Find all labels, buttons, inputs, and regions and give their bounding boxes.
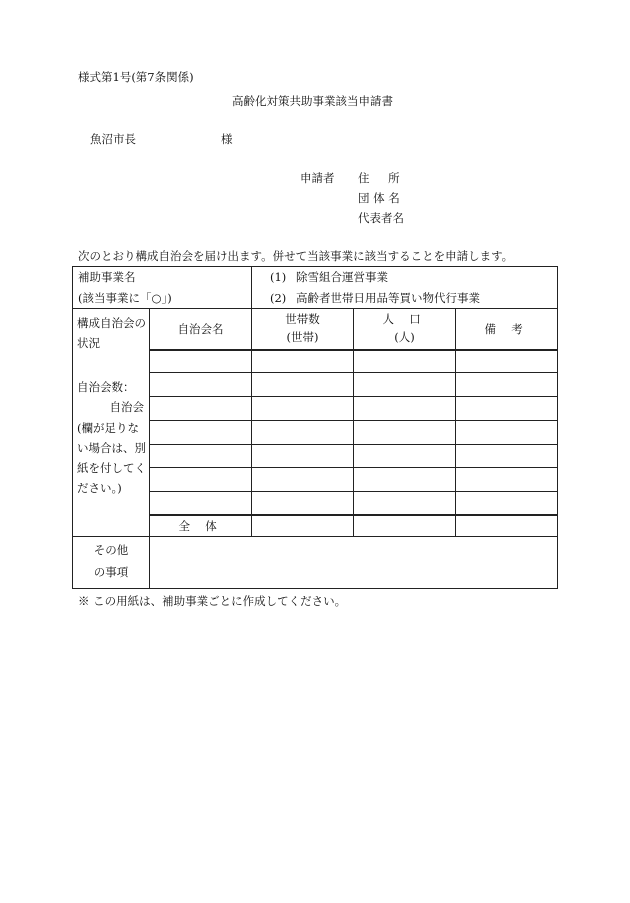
side-line-2: 状況 <box>77 336 100 351</box>
project-option-2-text: 高齢者世帯日用品等買い物代行事業 <box>296 290 480 305</box>
side-line-1: 構成自治会の <box>77 316 146 330</box>
cell-remarks[interactable] <box>456 397 558 421</box>
project-label-cell <box>73 267 252 309</box>
cell-name[interactable] <box>150 373 252 397</box>
side-line-8: ださい。) <box>77 480 122 495</box>
cell-population[interactable] <box>354 350 456 373</box>
cell-remarks[interactable] <box>456 492 558 515</box>
col-header-households-unit: (世帯) <box>286 329 319 344</box>
cell-remarks[interactable] <box>456 350 558 373</box>
side-label-cell <box>73 309 150 537</box>
other-content[interactable] <box>150 536 558 588</box>
col-header-population-unit: (人) <box>394 329 415 344</box>
other-row <box>73 536 558 588</box>
project-row <box>73 267 558 309</box>
side-line-7: 紙を付してく <box>77 460 146 475</box>
cell-population[interactable] <box>354 492 456 515</box>
side-line-4: 自治会 <box>109 400 144 415</box>
footnote: ※ この用紙は、補助事業ごとに作成してください。 <box>78 594 347 608</box>
column-header-row <box>73 309 558 350</box>
applicant-group-label: 団 体 名 <box>358 191 400 205</box>
other-label-1: その他 <box>93 543 129 558</box>
cell-population[interactable] <box>354 421 456 445</box>
application-table <box>72 266 558 589</box>
col-header-name: 自治会名 <box>150 309 252 350</box>
total-label: 全 体 <box>150 515 252 537</box>
project-options-cell <box>252 267 558 309</box>
col-header-remarks: 備 考 <box>456 309 558 350</box>
cell-name[interactable] <box>150 350 252 373</box>
applicant-representative-label: 代表者名 <box>358 211 404 225</box>
applicant-address-label: 住 所 <box>358 171 400 185</box>
addressee-honorific: 様 <box>221 132 233 146</box>
col-header-households-title: 世帯数 <box>285 311 320 326</box>
project-label: 補助事業名 <box>78 270 136 285</box>
total-population[interactable] <box>354 515 456 537</box>
cell-households[interactable] <box>252 445 354 468</box>
cell-name[interactable] <box>150 421 252 445</box>
cell-population[interactable] <box>354 445 456 468</box>
cell-population[interactable] <box>354 373 456 397</box>
project-option-1-num: (1) <box>270 270 287 285</box>
total-remarks[interactable] <box>456 515 558 537</box>
cell-population[interactable] <box>354 397 456 421</box>
cell-households[interactable] <box>252 492 354 515</box>
cell-name[interactable] <box>150 468 252 492</box>
cell-population[interactable] <box>354 468 456 492</box>
cell-households[interactable] <box>252 350 354 373</box>
addressee-mayor: 魚沼市長 <box>90 132 136 146</box>
col-header-population <box>354 309 456 350</box>
cell-households[interactable] <box>252 468 354 492</box>
cell-name[interactable] <box>150 397 252 421</box>
project-option-2-num: (2) <box>270 290 287 305</box>
form-number: 様式第1号(第7条関係) <box>78 70 194 84</box>
cell-households[interactable] <box>252 373 354 397</box>
intro-text: 次のとおり構成自治会を届け出ます。併せて当該事業に該当することを申請します。 <box>78 249 514 263</box>
cell-remarks[interactable] <box>456 373 558 397</box>
side-line-5: (欄が足りな <box>77 420 139 435</box>
project-option-1-text: 除雪組合運営事業 <box>296 270 388 285</box>
cell-name[interactable] <box>150 445 252 468</box>
project-option-2[interactable] <box>270 288 557 308</box>
col-header-population-title: 人 口 <box>382 311 427 326</box>
cell-remarks[interactable] <box>456 468 558 492</box>
col-header-households <box>252 309 354 350</box>
other-label-2: の事項 <box>93 565 129 580</box>
cell-remarks[interactable] <box>456 445 558 468</box>
project-option-1[interactable] <box>270 267 557 287</box>
other-label-cell <box>73 536 150 588</box>
cell-households[interactable] <box>252 397 354 421</box>
cell-name[interactable] <box>150 492 252 515</box>
cell-remarks[interactable] <box>456 421 558 445</box>
side-line-3: 自治会数： <box>77 380 135 395</box>
cell-households[interactable] <box>252 421 354 445</box>
project-label-note: (該当事業に「○」) <box>78 290 172 305</box>
document-title: 高齢化対策共助事業該当申請書 <box>232 94 393 108</box>
side-line-6: い場合は、別 <box>77 440 146 455</box>
total-households[interactable] <box>252 515 354 537</box>
applicant-label: 申請者 <box>300 171 335 185</box>
